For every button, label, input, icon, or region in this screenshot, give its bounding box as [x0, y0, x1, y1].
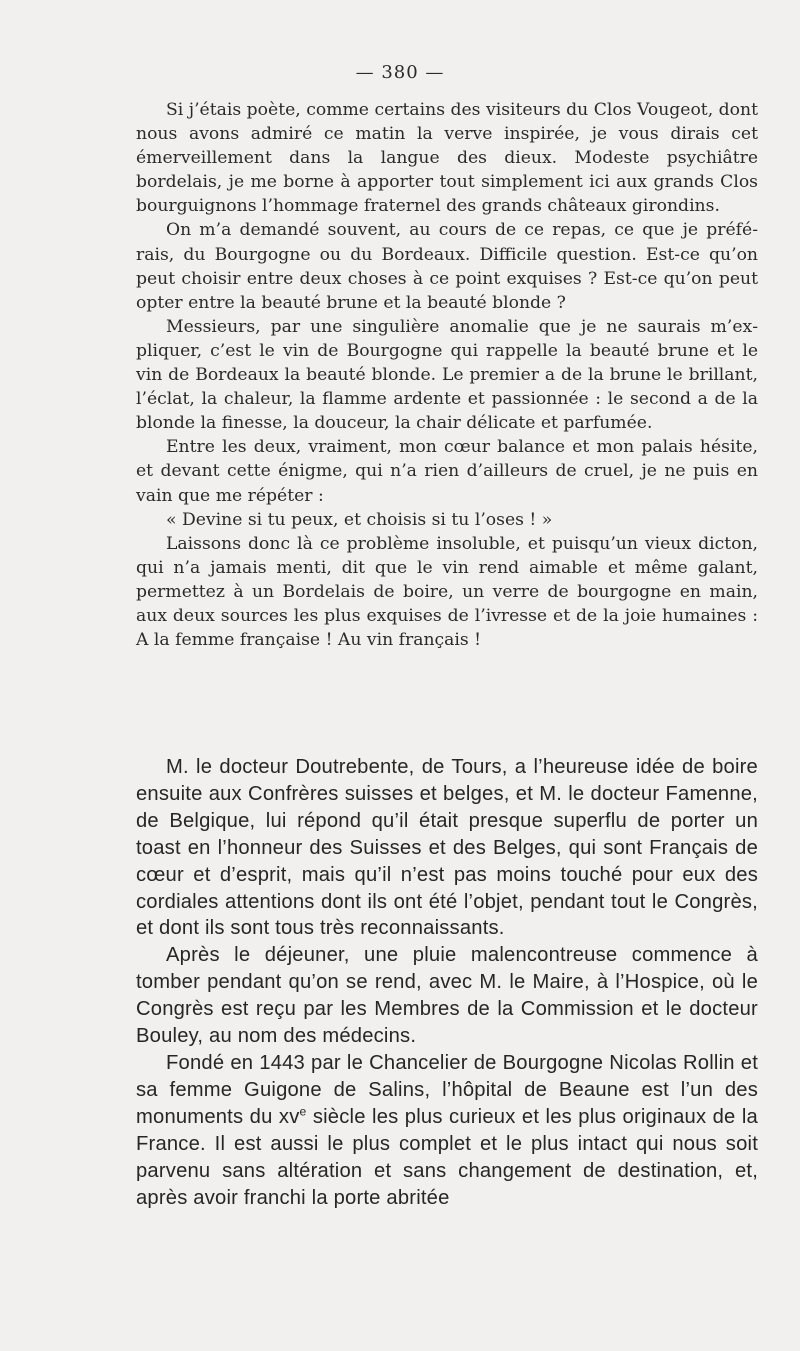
speech-paragraph: Si j’étais poète, comme certains des visiteurs du Clos Vougeot, dont nous avons admiré ce matin la verve inspirée, je vous dirais cet émerveillement dans la langue des dieux. Modeste psychiâtre bordelais, je me borne à apporter tout simplement ici aux grands Clos bourguignons l’hommage fraternel des grands châteaux girondins. [136, 100, 758, 217]
speech-paragraph: Messieurs, par une singulière anomalie que je ne saurais m’expliquer, c’est le vin de Bourgogne qui rappelle la beauté brune et le vin de Bordeaux la beauté blonde. Le premier a de la brune le brillant, l’éclat, la chaleur, la flamme ardente et passionnée : le second a de la blonde la finesse, la douceur, la chair délicate et parfumée. [136, 316, 758, 434]
speech-paragraph: Laissons donc là ce problème insoluble, et puisqu’un vieux dicton, qui n’a jamais menti, dit que le vin rend aimable et même galant, permettez à un Bordelais de boire, un verre de bourgogne en main, aux deux sources les plus exquises de l’ivresse et de la joie humaines : A la femme française ! Au vin français ! [136, 533, 758, 651]
narrative-paragraph: M. le docteur Doutrebente, de Tours, a l’heureuse idée de boire ensuite aux Confrères suisses et belges, et M. le docteur Famenne, de Belgique, lui répond qu’il était presque superflu de porter un toast en l’honneur des Suisses et des Belges, qui sont Français de cœur et d’esprit, mais qu’il n’est pas moins touché pour eux des cordiales attentions dont ils ont été l’objet, pendant tout le Congrès, et dont ils sont tous très reconnaissants. [136, 756, 758, 940]
congress-narrative [136, 754, 758, 1211]
narrative-paragraph [136, 1050, 758, 1211]
narrative-text: siècle les plus curieux et les plus originaux de la France. Il est aussi le plus complet et le plus intact qui nous soit parvenu sans altération et sans changement de destination, et, après avoir franchi la porte abritée [136, 1105, 758, 1209]
speech-quotation: « Devine si tu peux, et choisis si tu l’oses ! » [166, 509, 553, 530]
century-superscript: e [299, 1104, 307, 1119]
toast-speech [136, 98, 758, 652]
speech-paragraph: Entre les deux, vraiment, mon cœur balance et mon palais hésite, et devant cette énigme, qui n’a rien d’ailleurs de cruel, je ne puis en vain que me répéter : [136, 437, 758, 506]
narrative-paragraph: Après le déjeuner, une pluie malencontreuse commence à tomber pendant qu’on se rend, avec M. le Maire, à l’Hospice, où le Congrès est reçu par les Membres de la Commission et le docteur Bouley, au nom des médecins. [136, 944, 758, 1048]
narrative-text: Fondé en 1443 par le Chancelier de Bourgogne Nicolas Rollin et sa femme Guigone de Salins, l’hôpital de Beaune est l’un des monuments du xv [136, 1051, 758, 1128]
page-number: — 380 — [355, 62, 445, 83]
speech-paragraph: On m’a demandé souvent, au cours de ce repas, ce que je préférais, du Bourgogne ou du Bordeaux. Difficile question. Est-ce qu’on peut choisir entre deux choses à ce point exquises ? Est-ce qu’on peut opter entre la beauté brune et la beauté blonde ? [136, 220, 758, 313]
